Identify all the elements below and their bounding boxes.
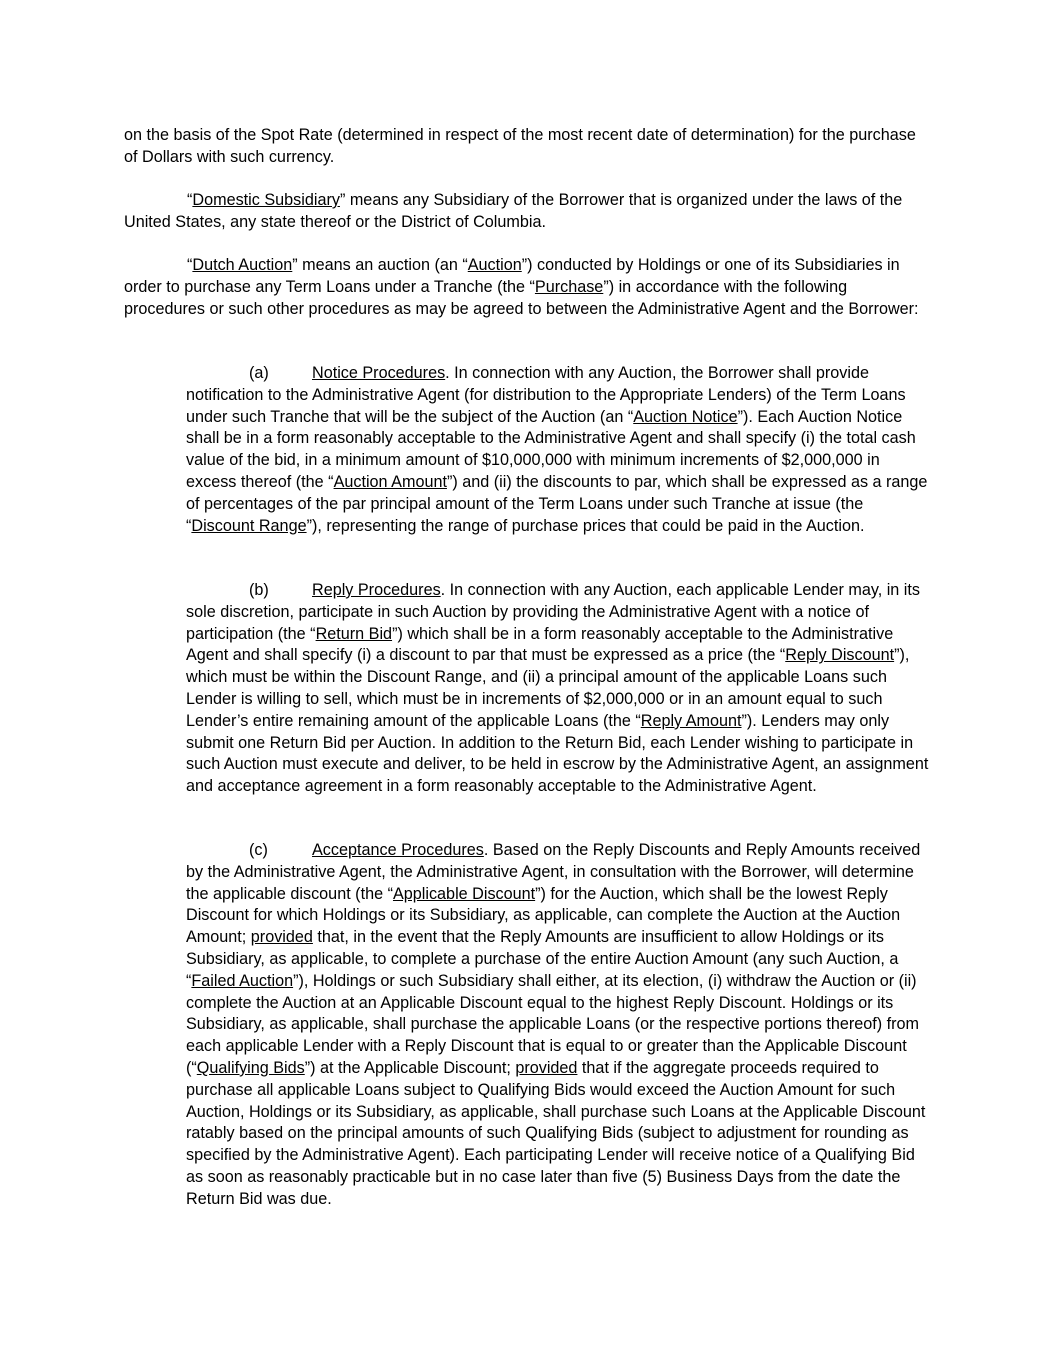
paragraph-spot-rate xyxy=(124,125,932,169)
definition-text: ”) conducted by Holdings or one of its Subsidiaries in order to purchase any Term Loans under a Tranche (the “ xyxy=(124,256,900,296)
defined-term-return-bid: Return Bid xyxy=(315,624,393,643)
definition-text: means an auction (an “ xyxy=(297,256,468,274)
clause-c-acceptance-procedures xyxy=(186,840,932,1211)
clause-b-reply-procedures xyxy=(186,580,932,798)
clause-text: that, in the event that the Reply Amounts are insufficient to allow Holdings or its Subsidiary, as applicable, to complete a purchase of the entire Auction Amount (any such Auction, a “ xyxy=(186,928,899,990)
paragraph-text: on the basis of the Spot Rate (determined in respect of the most recent date of determination) for the purchase of Dollars with such currency. xyxy=(124,126,916,166)
defined-term-applicable-discount: Applicable Discount xyxy=(392,884,536,903)
clause-text: ”), representing the range of purchase prices that could be paid in the Auction. xyxy=(306,516,865,535)
clause-label: (c) xyxy=(249,841,268,859)
clause-text: ”), Holdings or such Subsidiary shall either, at its election, (i) withdraw the Auction or (ii) complete the Auction at an Applicable Discount equal to the highest Reply Discount. Holdings or its Subsidiary, as applicable, shall purchase the applicable Loans (or the respective portions thereof) from each applicable Lender with a Reply Discount that is equal to or greater than the Applicable Discount (“ xyxy=(186,971,920,1077)
provided-keyword: provided xyxy=(250,928,313,947)
clause-text: ”). Each Auction Notice shall be in a form reasonably acceptable to the Administrative Agent and shall specify (i) the total cash value of the bid, in a minimum amount of $10,000,000 with minimum increments of $2,000,000 in excess thereof (the “ xyxy=(186,407,916,491)
provided-keyword: provided xyxy=(515,1058,578,1077)
defined-term: Dutch Auction xyxy=(192,256,293,274)
defined-term-qualifying-bids: Qualifying Bids xyxy=(196,1058,305,1077)
clause-heading: Reply Procedures xyxy=(312,581,441,599)
clause-text: . Based on the Reply Discounts and Reply Amounts received by the Administrative Agent, the Administrative Agent, in consultation with the Borrower, will determine the applicable discount (the “ xyxy=(186,841,921,903)
definition-text: ”) in accordance with the following procedures or such other procedures as may be agreed to between the Administrative Agent and the Borrower: xyxy=(124,277,919,318)
definition-text: means any Subsidiary of the Borrower that is organized under the laws of the United States, any state thereof or the District of Columbia. xyxy=(124,191,903,231)
defined-term-purchase: Purchase xyxy=(534,277,604,296)
defined-term-auction-notice: Auction Notice xyxy=(633,407,738,426)
clause-label: (a) xyxy=(249,364,269,382)
defined-term-auction-amount: Auction Amount xyxy=(333,472,447,491)
clause-text: ”) and (ii) the discounts to par, which shall be expressed as a range of percentages of the par principal amount of the Term Loans under such Tranche at issue (the “ xyxy=(186,472,928,535)
defined-term-reply-amount: Reply Amount xyxy=(640,711,742,730)
clause-text: . In connection with any Auction, each applicable Lender may, in its sole discretion, participate in such Auction by providing the Administrative Agent with a notice of participation (the “ xyxy=(186,581,920,643)
defined-term-reply-discount: Reply Discount xyxy=(785,646,895,665)
clause-label: (b) xyxy=(249,581,269,599)
clause-text: ”). Lenders may only submit one Return Bid per Auction. In addition to the Return Bid, each Lender wishing to participate in such Auction must execute and deliver, to be held in escrow by the Administrative Agent, an assignment and acceptance agreement in a form reasonably acceptable to the Administrative Agent. xyxy=(186,711,929,796)
defined-term-failed-auction: Failed Auction xyxy=(191,971,294,990)
clause-a-notice-procedures xyxy=(186,363,932,537)
clause-text: ”), which must be within the Discount Range, and (ii) a principal amount of the applicable Loans such Lender is willing to sell, which must be in increments of $2,000,000 or in an amount equal to such Lender’s entire remaining amount of the applicable Loans (the “ xyxy=(186,646,910,730)
clause-text: ”) for the Auction, which shall be the lowest Reply Discount for which Holdings or its Subsidiary, as applicable, can complete the Auction at the Auction Amount; xyxy=(186,884,901,947)
clause-text: . In connection with any Auction, the Borrower shall provide notification to the Administrative Agent (for distribution to the Appropriate Lenders) of the Term Loans under such Tranche that will be the subject of the Auction (an “ xyxy=(186,364,906,426)
defined-term-discount-range: Discount Range xyxy=(191,516,307,535)
definition-dutch-auction: “Dutch Auction” means an auction (an “Auction”) conducted by Holdings or one of its Subsidiaries in order to purchase any Term Loans under a Tranche (the “Purchase”) in accordance with the following procedures or such other procedures as may be agreed to between the Administrative Agent and the Borrower: xyxy=(124,256,919,318)
clause-heading: Acceptance Procedures xyxy=(312,841,484,859)
clause-text: ”) which shall be in a form reasonably acceptable to the Administrative Agent and shall specify (i) a discount to par that must be expressed as a price (the “ xyxy=(186,624,894,665)
clause-heading: Notice Procedures xyxy=(312,364,446,382)
clause-text: ”) at the Applicable Discount; xyxy=(304,1058,516,1077)
clause-text: that if the aggregate proceeds required to purchase all applicable Loans subject to Qualifying Bids would exceed the Auction Amount for such Auction, Holdings or its Subsidiary, as applicable, shall purchase such Loans at the Applicable Discount ratably based on the principal amounts of such Qualifying Bids (subject to adjustment for rounding as specified by the Administrative Agent). Each participating Lender will receive notice of a Qualifying Bid as soon as reasonably practicable but in no case later than five (5) Business Days from the date the Return Bid was due. xyxy=(186,1058,926,1208)
defined-term: Domestic Subsidiary xyxy=(192,191,340,209)
definition-domestic-subsidiary: “Domestic Subsidiary” means any Subsidiary of the Borrower that is organized under the laws of the United States, any state thereof or the District of Columbia. xyxy=(124,191,903,231)
defined-term-auction: Auction xyxy=(467,256,522,274)
